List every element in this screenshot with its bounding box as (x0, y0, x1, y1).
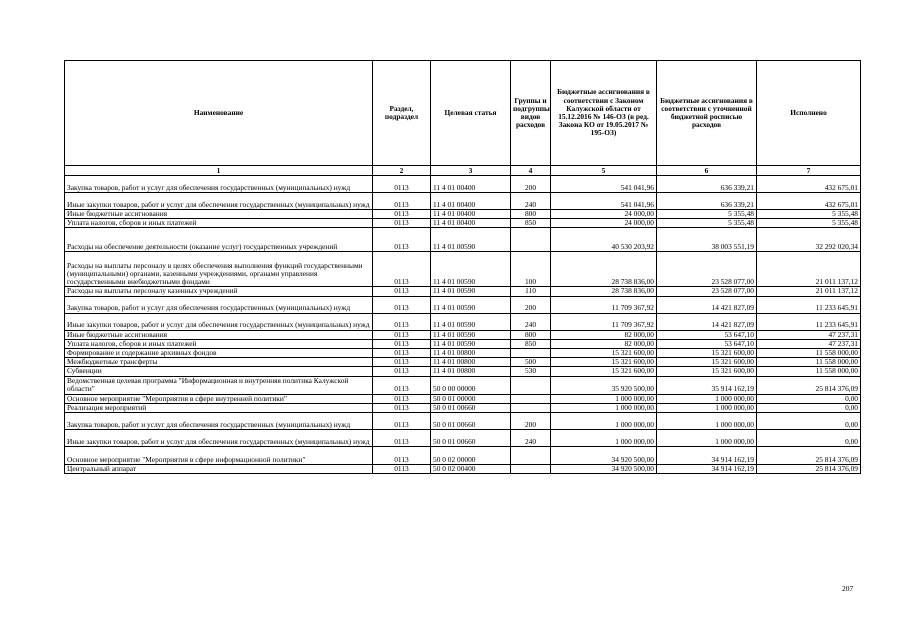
cell-name: Закупка товаров, работ и услуг для обеспечения государственных (муниципальных) нужд (65, 413, 373, 430)
cell-section: 0113 (373, 358, 431, 367)
table-row (65, 313, 861, 330)
cell-group: 200 (511, 176, 551, 193)
cell-revised-amount: 636 339,21 (657, 193, 757, 210)
cell-revised-amount: 15 321 600,00 (657, 358, 757, 367)
cell-section: 0113 (373, 339, 431, 348)
table-row (65, 210, 861, 219)
cell-section: 0113 (373, 447, 431, 465)
budget-table (64, 60, 861, 474)
cell-law-amount: 34 920 500,00 (551, 465, 657, 474)
table-row (65, 403, 861, 412)
cell-law-amount: 24 000,00 (551, 210, 657, 219)
col-number: 3 (431, 166, 511, 176)
cell-executed-amount: 25 814 376,09 (757, 447, 861, 465)
table-row (65, 394, 861, 403)
table-row (65, 176, 861, 193)
cell-executed-amount: 21 011 137,12 (757, 252, 861, 287)
cell-section: 0113 (373, 287, 431, 296)
cell-executed-amount: 11 233 645,91 (757, 296, 861, 313)
cell-group: 530 (511, 367, 551, 376)
cell-revised-amount: 5 355,48 (657, 219, 757, 228)
cell-name: Ведомственная целевая программа "Информационная и внутренняя политика Калужской области" (65, 376, 373, 394)
cell-name: Закупка товаров, работ и услуг для обеспечения государственных (муниципальных) нужд (65, 296, 373, 313)
cell-law-amount: 34 920 500,00 (551, 447, 657, 465)
cell-group (511, 376, 551, 394)
column-number-row (65, 166, 861, 176)
cell-law-amount: 1 000 000,00 (551, 403, 657, 412)
cell-executed-amount: 11 233 645,91 (757, 313, 861, 330)
cell-group: 850 (511, 219, 551, 228)
table-row (65, 219, 861, 228)
cell-law-amount: 15 321 600,00 (551, 367, 657, 376)
cell-target: 11 4 01 00400 (431, 219, 511, 228)
cell-section: 0113 (373, 376, 431, 394)
table-row (65, 330, 861, 339)
cell-section: 0113 (373, 228, 431, 252)
cell-section: 0113 (373, 330, 431, 339)
col-number: 1 (65, 166, 373, 176)
cell-revised-amount: 15 321 600,00 (657, 349, 757, 358)
table-row (65, 252, 861, 287)
cell-target: 50 0 02 00000 (431, 447, 511, 465)
cell-target: 11 4 01 00590 (431, 252, 511, 287)
col-header-section: Раздел, подраздел (373, 61, 431, 166)
cell-name: Уплата налогов, сборов и иных платежей (65, 339, 373, 348)
cell-law-amount: 28 738 836,00 (551, 252, 657, 287)
cell-section: 0113 (373, 252, 431, 287)
cell-name: Иные закупки товаров, работ и услуг для обеспечения государственных (муниципальных) нужд (65, 430, 373, 447)
table-row (65, 193, 861, 210)
cell-executed-amount: 25 814 376,09 (757, 376, 861, 394)
cell-section: 0113 (373, 193, 431, 210)
cell-group (511, 228, 551, 252)
cell-group: 240 (511, 193, 551, 210)
cell-revised-amount: 636 339,21 (657, 176, 757, 193)
cell-name: Иные бюджетные ассигнования (65, 210, 373, 219)
cell-section: 0113 (373, 367, 431, 376)
cell-section: 0113 (373, 403, 431, 412)
cell-revised-amount: 1 000 000,00 (657, 403, 757, 412)
cell-target: 11 4 01 00590 (431, 313, 511, 330)
table-body (65, 176, 861, 474)
cell-name: Расходы на выплаты персоналу казенных учреждений (65, 287, 373, 296)
cell-group (511, 447, 551, 465)
col-header-name: Наименование (65, 61, 373, 166)
cell-section: 0113 (373, 176, 431, 193)
table-row (65, 376, 861, 394)
cell-executed-amount: 11 558 000,00 (757, 349, 861, 358)
cell-revised-amount: 34 914 162,19 (657, 447, 757, 465)
col-number: 7 (757, 166, 861, 176)
cell-law-amount: 40 530 203,92 (551, 228, 657, 252)
cell-group: 110 (511, 287, 551, 296)
cell-revised-amount: 1 000 000,00 (657, 430, 757, 447)
col-number: 2 (373, 166, 431, 176)
cell-group: 800 (511, 330, 551, 339)
cell-section: 0113 (373, 413, 431, 430)
cell-target: 50 0 01 00000 (431, 394, 511, 403)
cell-revised-amount: 1 000 000,00 (657, 413, 757, 430)
cell-section: 0113 (373, 430, 431, 447)
cell-target: 11 4 01 00400 (431, 193, 511, 210)
cell-law-amount: 541 041,96 (551, 176, 657, 193)
cell-name: Расходы на выплаты персоналу в целях обеспечения выполнения функций государственными (муниципальными) органами, казенными учреждениями, органами управления государственными внебюджетными фондами (65, 252, 373, 287)
cell-group (511, 403, 551, 412)
table-row (65, 349, 861, 358)
cell-name: Субвенции (65, 367, 373, 376)
cell-name: Центральный аппарат (65, 465, 373, 474)
col-header-revised: Бюджетные ассигнования в соответствии с уточненной бюджетной росписью расходов (657, 61, 757, 166)
table-row (65, 358, 861, 367)
cell-section: 0113 (373, 296, 431, 313)
cell-name: Закупка товаров, работ и услуг для обеспечения государственных (муниципальных) нужд (65, 176, 373, 193)
cell-target: 50 0 01 00660 (431, 430, 511, 447)
cell-target: 11 4 01 00590 (431, 228, 511, 252)
table-row (65, 367, 861, 376)
cell-name: Иные закупки товаров, работ и услуг для обеспечения государственных (муниципальных) нужд (65, 193, 373, 210)
table-row (65, 465, 861, 474)
cell-target: 11 4 01 00400 (431, 176, 511, 193)
cell-law-amount: 1 000 000,00 (551, 413, 657, 430)
header-row (65, 61, 861, 166)
cell-revised-amount: 23 528 077,00 (657, 252, 757, 287)
cell-target: 11 4 01 00800 (431, 349, 511, 358)
cell-executed-amount: 0,00 (757, 403, 861, 412)
page-number: 207 (842, 584, 854, 593)
cell-name: Основное мероприятие "Мероприятия в сфере информационной политики" (65, 447, 373, 465)
cell-target: 50 0 00 00000 (431, 376, 511, 394)
cell-executed-amount: 0,00 (757, 430, 861, 447)
cell-executed-amount: 21 011 137,12 (757, 287, 861, 296)
cell-law-amount: 28 738 836,00 (551, 287, 657, 296)
cell-executed-amount: 25 814 376,09 (757, 465, 861, 474)
table-row (65, 287, 861, 296)
table-row (65, 430, 861, 447)
cell-target: 11 4 01 00590 (431, 287, 511, 296)
cell-target: 11 4 01 00800 (431, 358, 511, 367)
cell-target: 50 0 02 00400 (431, 465, 511, 474)
cell-target: 11 4 01 00800 (431, 367, 511, 376)
cell-target: 50 0 01 00660 (431, 403, 511, 412)
cell-group: 850 (511, 339, 551, 348)
cell-target: 50 0 01 00660 (431, 413, 511, 430)
cell-revised-amount: 1 000 000,00 (657, 394, 757, 403)
cell-name: Основное мероприятие "Мероприятия в сфере внутренней политики" (65, 394, 373, 403)
cell-law-amount: 1 000 000,00 (551, 394, 657, 403)
cell-name: Иные закупки товаров, работ и услуг для обеспечения государственных (муниципальных) нужд (65, 313, 373, 330)
cell-name: Уплата налогов, сборов и иных платежей (65, 219, 373, 228)
cell-section: 0113 (373, 349, 431, 358)
cell-executed-amount: 47 237,31 (757, 330, 861, 339)
cell-revised-amount: 15 321 600,00 (657, 367, 757, 376)
cell-group: 200 (511, 413, 551, 430)
cell-name: Межбюджетные трансферты (65, 358, 373, 367)
col-header-group: Группы и подгруппы видов расходов (511, 61, 551, 166)
cell-group: 100 (511, 252, 551, 287)
cell-revised-amount: 23 528 077,00 (657, 287, 757, 296)
col-header-law: Бюджетные ассигнования в соответствии с Законом Калужской области от 15.12.2016 № 146-ОЗ (в ред. Закона КО от 19.05.2017 № 195-ОЗ) (551, 61, 657, 166)
cell-law-amount: 24 000,00 (551, 219, 657, 228)
cell-name: Иные бюджетные ассигнования (65, 330, 373, 339)
cell-section: 0113 (373, 210, 431, 219)
col-number: 4 (511, 166, 551, 176)
cell-group: 500 (511, 358, 551, 367)
cell-section: 0113 (373, 313, 431, 330)
cell-law-amount: 15 321 600,00 (551, 349, 657, 358)
cell-revised-amount: 38 003 551,19 (657, 228, 757, 252)
cell-name: Формирование и содержание архивных фондов (65, 349, 373, 358)
cell-group: 800 (511, 210, 551, 219)
cell-revised-amount: 34 914 162,19 (657, 465, 757, 474)
cell-revised-amount: 35 914 162,19 (657, 376, 757, 394)
cell-revised-amount: 53 647,10 (657, 330, 757, 339)
cell-executed-amount: 47 237,31 (757, 339, 861, 348)
col-header-target: Целевая статья (431, 61, 511, 166)
cell-section: 0113 (373, 394, 431, 403)
cell-group: 240 (511, 430, 551, 447)
cell-section: 0113 (373, 219, 431, 228)
cell-law-amount: 15 321 600,00 (551, 358, 657, 367)
cell-revised-amount: 14 421 827,09 (657, 313, 757, 330)
cell-law-amount: 82 000,00 (551, 339, 657, 348)
cell-target: 11 4 01 00590 (431, 296, 511, 313)
cell-law-amount: 11 709 367,92 (551, 313, 657, 330)
cell-executed-amount: 5 355,48 (757, 219, 861, 228)
cell-group (511, 465, 551, 474)
cell-law-amount: 1 000 000,00 (551, 430, 657, 447)
cell-executed-amount: 11 558 000,00 (757, 367, 861, 376)
col-number: 5 (551, 166, 657, 176)
cell-law-amount: 35 920 500,00 (551, 376, 657, 394)
cell-law-amount: 11 709 367,92 (551, 296, 657, 313)
cell-target: 11 4 01 00590 (431, 339, 511, 348)
cell-executed-amount: 11 558 000,00 (757, 358, 861, 367)
cell-law-amount: 82 000,00 (551, 330, 657, 339)
cell-law-amount: 541 041,96 (551, 193, 657, 210)
table-row (65, 447, 861, 465)
cell-executed-amount: 0,00 (757, 413, 861, 430)
cell-executed-amount: 0,00 (757, 394, 861, 403)
table-row (65, 339, 861, 348)
cell-executed-amount: 432 675,01 (757, 176, 861, 193)
cell-section: 0113 (373, 465, 431, 474)
cell-executed-amount: 32 292 020,34 (757, 228, 861, 252)
cell-target: 11 4 01 00590 (431, 330, 511, 339)
cell-revised-amount: 5 355,48 (657, 210, 757, 219)
cell-group: 200 (511, 296, 551, 313)
table-row (65, 228, 861, 252)
cell-name: Расходы на обеспечение деятельности (оказание услуг) государственных учреждений (65, 228, 373, 252)
cell-group (511, 349, 551, 358)
cell-revised-amount: 53 647,10 (657, 339, 757, 348)
cell-revised-amount: 14 421 827,09 (657, 296, 757, 313)
cell-name: Реализация мероприятий (65, 403, 373, 412)
table-row (65, 413, 861, 430)
table-row (65, 296, 861, 313)
cell-group: 240 (511, 313, 551, 330)
cell-executed-amount: 432 675,01 (757, 193, 861, 210)
cell-executed-amount: 5 355,48 (757, 210, 861, 219)
cell-group (511, 394, 551, 403)
col-number: 6 (657, 166, 757, 176)
col-header-done: Исполнено (757, 61, 861, 166)
cell-target: 11 4 01 00400 (431, 210, 511, 219)
